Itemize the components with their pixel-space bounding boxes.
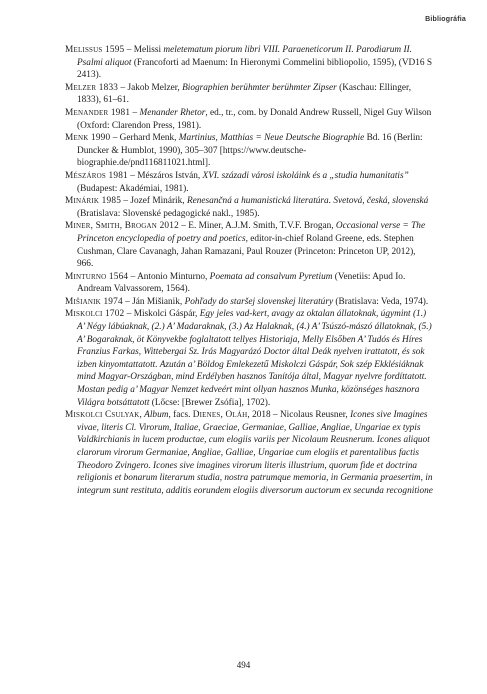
page-number: 494 xyxy=(236,660,251,670)
entry-title: Egy jeles vad-kert, avagy az oktalan állatoknak, úgymint (1.) A’ Négy lábúaknak, (2.) A’ Madaraknak, (3.) Az Halaknak, (4.) A’ Tsúszó-mászó állatoknak, (5.) A’ Bogaraknak, öt Könyvekbe foglaltatott tellyes Historiaja, Melly Elsőben A’ Tudós és Híres Franzius Farkas, Wittebergai Sz. Irás Magyarázó Doctor által Deák nyelven irattatott, és sok izben kinyomtattatott. Azután a’ Böldog Emlekezetű Miskolczi Gáspár, Sok szép Ekklésiáknak mind Magyar-Országban, mind Erdélyben hasznos Tanítója által, Magyar nyelvre fordíttatott. Mostan pedig a’ Magyar Nemzet kedveért mint ollyan hasznos Munka, közönséges hasznora Világra botsáttatott xyxy=(77,309,432,408)
entry-author: Melissus 1595 xyxy=(65,45,125,55)
bibliography-entry xyxy=(65,195,433,220)
entry-text: – Antonio Minturno, xyxy=(128,271,210,282)
entry-text: – Jakob Melzer, xyxy=(118,82,183,93)
entry-title: meletematum piorum libri VIII. Paraeneticorum II. Parodiarum II. Psalmi aliquot xyxy=(77,45,412,68)
entry-author: Minturno 1564 xyxy=(65,271,129,282)
bibliography-entry xyxy=(65,271,433,296)
entry-text: , 2018 – Nicolaus Reusner, xyxy=(247,410,351,421)
entry-author: Mišianik 1974 xyxy=(65,296,123,307)
bibliography-entry xyxy=(65,409,433,497)
entry-text: , facs. xyxy=(168,410,193,421)
entry-author: Miner, Smith, Brogan 2012 xyxy=(65,221,179,232)
bibliography-entry xyxy=(65,82,433,107)
entry-author: Mészáros 1981 xyxy=(65,170,128,181)
entry-text: (Venetiis: Apud Io. Andream Valvassorem, 1564). xyxy=(77,271,406,295)
bibliography-entry xyxy=(65,308,433,409)
bibliography-entry xyxy=(65,296,433,309)
entry-title: Martinius, Matthias = Neue Deutsche Biographie xyxy=(178,133,365,144)
entry-author: Melzer 1833 xyxy=(65,82,119,93)
entry-title: Biographien berühmter berühmter Zipser xyxy=(182,82,337,93)
entry-author: Minárik 1985 xyxy=(65,196,122,207)
entry-text: , xyxy=(139,410,145,421)
bibliography-list xyxy=(65,44,433,497)
entry-text: – Ján Mišianik, xyxy=(122,296,185,307)
entry-author: Menander 1981 xyxy=(65,107,131,118)
bibliography-entry xyxy=(65,170,433,195)
entry-title: Icones sive Imagines vivae, literis Cl. Virorum, Italiae, Graeciae, Germaniae, Galliae, Angliae, Ungariae ex typis Valdkirchianis in lucem productae, cum elogiis variis per Nicolaum Reusnerum. Icones aliquot clarorum virorum Germaniae, Angliae, Galliae, Ungariae cum elogiis et parentalibus factis Theodoro Zvingero. Icones sive imagines virorum literis illustrium, quorum fide et doctrina religionis et bonarum literarum studia, nostra patrumque memoria, in Germania praesertim, in integrum sunt restituta, additis eorundem elogiis diversorum auctorum ex secunda recognitione xyxy=(77,410,433,496)
entry-text: – Gerhard Menk, xyxy=(110,133,179,144)
entry-text: , editor-in-chief Roland Greene, eds. Stephen Cushman, Clare Cavanagh, Jahan Ramazani, Paul Rouzer (Princeton: Princeton UP, 2012), 966. xyxy=(77,233,416,270)
entry-text: , ed., tr., com. by Donald Andrew Russell, Nigel Guy Wilson (Oxford: Clarendon Press, 1981). xyxy=(77,107,432,131)
entry-author: Dienes, Oláh xyxy=(192,410,248,421)
entry-text: – Miskolci Gáspár, xyxy=(124,309,200,320)
bibliography-entry xyxy=(65,220,433,270)
entry-text: (Francoforti ad Maenum: In Hieronymi Commelini bibliopolio, 1595), (VD16 S 2413). xyxy=(77,57,433,81)
running-head: Bibliográfia xyxy=(425,16,466,23)
entry-text: – Melissi xyxy=(124,45,164,55)
entry-title: Album xyxy=(144,410,169,421)
entry-text: (Budapest: Akadémiai, 1981). xyxy=(77,183,189,194)
bibliography-entry xyxy=(65,107,433,132)
entry-title: Occasional verse = The Princeton encyclopedia of poetry and poetics xyxy=(77,221,426,244)
entry-author: Miskolci 1702 xyxy=(65,309,125,320)
entry-text: – xyxy=(130,107,140,118)
entry-text: (Bratislava: Slovenské pedagogické nakl., 1985). xyxy=(77,208,260,219)
entry-text: (Kaschau: Ellinger, 1833), 61–61. xyxy=(77,82,412,106)
entry-author: Miskolci Csulyak xyxy=(65,410,140,421)
entry-title: Menander Rhetor xyxy=(139,107,206,118)
entry-text: – E. Miner, A.J.M. Smith, T.V.F. Brogan, xyxy=(178,221,336,232)
entry-author: Menk 1990 xyxy=(65,133,111,144)
entry-text: (Bratislava: Veda, 1974). xyxy=(333,296,429,307)
bibliography-entry xyxy=(65,44,433,82)
entry-text: Bd. 16 (Berlin: Duncker & Humblot, 1990), 305–307 [https://www.deutsche-biographie.de/pnd116811021.html]. xyxy=(77,133,423,169)
entry-text: (Lőcse: [Brewer Zsófia], 1702). xyxy=(149,397,271,408)
entry-title: XVI. századi városi iskoláink és a „studia humanitatis” xyxy=(202,170,409,181)
entry-title: Poemata ad consalvum Pyretium xyxy=(209,271,333,282)
bibliography-entry xyxy=(65,132,433,170)
entry-text: – Mészáros István, xyxy=(127,170,203,181)
entry-title: Pohľady do staršej slovenskej literatúry xyxy=(184,296,334,307)
entry-text: – Jozef Minárik, xyxy=(121,196,187,207)
entry-title: Renesančná a humanistická literatúra. Svetová, česká, slovenská xyxy=(186,196,429,207)
